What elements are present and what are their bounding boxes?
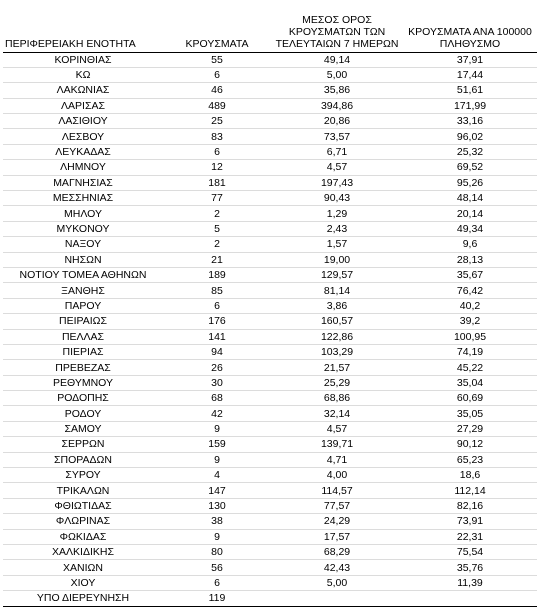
cell-region: ΝΗΣΩΝ — [64, 253, 102, 266]
cell-avg-7-days: 129,57 — [320, 269, 354, 282]
header-region: ΠΕΡΙΦΕΡΕΙΑΚΗ ΕΝΟΤΗΤΑ — [3, 6, 163, 52]
cell-avg-7-days: 17,57 — [323, 530, 351, 543]
cell-per-100k: 74,19 — [456, 346, 484, 359]
cell-per-100k: 65,23 — [456, 453, 484, 466]
cell-avg-7-days: 68,29 — [323, 546, 351, 559]
cell-per-100k: 171,99 — [453, 99, 487, 112]
cell-cases: 159 — [208, 438, 226, 451]
cell-per-100k: 35,04 — [456, 376, 484, 389]
cell-cases: 130 — [208, 500, 226, 513]
cell-per-100k: 69,52 — [456, 161, 484, 174]
cell-cases: 85 — [211, 284, 223, 297]
cell-cases: 489 — [208, 99, 226, 112]
table-row — [3, 98, 537, 113]
table-row — [3, 514, 537, 529]
table-row — [3, 221, 537, 236]
cell-region: ΡΟΔΟΠΗΣ — [57, 392, 109, 405]
cell-cases: 147 — [208, 484, 226, 497]
cell-per-100k: 73,91 — [456, 515, 484, 528]
cell-avg-7-days: 20,86 — [323, 115, 351, 128]
header-cases: ΚΡΟΥΣΜΑΤΑ — [163, 6, 271, 52]
cell-per-100k: 40,2 — [459, 299, 481, 312]
table-row — [3, 114, 537, 129]
cell-cases: 30 — [211, 376, 223, 389]
cell-cases: 9 — [214, 453, 220, 466]
table-row — [3, 252, 537, 267]
cell-cases: 189 — [208, 269, 226, 282]
cell-avg-7-days: 139,71 — [320, 438, 354, 451]
cell-region: ΠΡΕΒΕΖΑΣ — [55, 361, 111, 374]
cell-region: ΠΕΙΡΑΙΩΣ — [59, 315, 107, 328]
table-row — [3, 391, 537, 406]
cell-region: ΚΩ — [75, 69, 91, 82]
cell-cases: 94 — [211, 346, 223, 359]
cell-avg-7-days: 4,00 — [326, 469, 348, 482]
cell-region: ΧΑΝΙΩΝ — [63, 561, 103, 574]
table-row — [3, 483, 537, 498]
cell-per-100k: 20,14 — [456, 207, 484, 220]
cell-avg-7-days: 394,86 — [320, 99, 354, 112]
cell-cases: 12 — [211, 161, 223, 174]
table-row — [3, 283, 537, 298]
cell-region: ΣΕΡΡΩΝ — [61, 438, 105, 451]
cell-avg-7-days: 197,43 — [320, 176, 354, 189]
cell-avg-7-days: 1,29 — [326, 207, 348, 220]
cell-cases: 181 — [208, 176, 226, 189]
cell-region: ΦΩΚΙΔΑΣ — [59, 530, 107, 543]
cell-cases: 83 — [211, 130, 223, 143]
cell-region: ΤΡΙΚΑΛΩΝ — [56, 484, 110, 497]
table-row — [3, 545, 537, 560]
cell-region: ΝΑΞΟΥ — [64, 238, 102, 251]
cell-cases: 38 — [211, 515, 223, 528]
cell-cases: 6 — [214, 146, 220, 159]
cell-cases: 176 — [208, 315, 226, 328]
cell-avg-7-days: 6,71 — [326, 146, 348, 159]
cell-per-100k: 35,05 — [456, 407, 484, 420]
cell-cases: 25 — [211, 115, 223, 128]
table-row — [3, 52, 537, 67]
cell-region: ΣΥΡΟΥ — [65, 469, 101, 482]
cell-per-100k: 82,16 — [456, 500, 484, 513]
cell-cases: 21 — [211, 253, 223, 266]
cell-avg-7-days: 5,00 — [326, 576, 348, 589]
cell-avg-7-days: 103,29 — [320, 346, 354, 359]
table-row — [3, 437, 537, 452]
cell-per-100k: 28,13 — [456, 253, 484, 266]
table-row — [3, 375, 537, 390]
cell-region: ΡΟΔΟΥ — [64, 407, 102, 420]
cell-region: ΛΗΜΝΟΥ — [60, 161, 106, 174]
cell-avg-7-days: 35,86 — [323, 84, 351, 97]
cell-region: ΝΟΤΙΟΥ ΤΟΜΕΑ ΑΘΗΝΩΝ — [19, 269, 147, 282]
cell-avg-7-days: 4,57 — [326, 161, 348, 174]
table-row — [3, 237, 537, 252]
cell-per-100k: 17,44 — [456, 69, 484, 82]
cell-cases: 26 — [211, 361, 223, 374]
cell-cases: 5 — [214, 222, 220, 235]
cell-avg-7-days: 19,00 — [323, 253, 351, 266]
cell-per-100k: 76,42 — [456, 284, 484, 297]
header-per-100k: ΚΡΟΥΣΜΑΤΑ ΑΝΑ 100000 ΠΛΗΘΥΣΜΟ — [403, 6, 537, 52]
cell-region: ΛΕΥΚΑΔΑΣ — [55, 146, 111, 159]
cell-region: ΠΕΛΛΑΣ — [61, 330, 105, 343]
cell-avg-7-days: 73,57 — [323, 130, 351, 143]
cell-cases: 141 — [208, 330, 226, 343]
table-row — [3, 267, 537, 282]
cell-avg-7-days: 49,14 — [323, 53, 351, 66]
cell-avg-7-days: 25,29 — [323, 376, 351, 389]
cell-region: ΛΑΚΩΝΙΑΣ — [56, 84, 110, 97]
cell-avg-7-days: 42,43 — [323, 561, 351, 574]
cell-avg-7-days: 1,57 — [326, 238, 348, 251]
table-row — [3, 206, 537, 221]
cell-region: ΧΙΟΥ — [70, 576, 96, 589]
cell-per-100k: 9,6 — [462, 238, 478, 251]
cell-cases: 55 — [211, 53, 223, 66]
cell-cases: 77 — [211, 192, 223, 205]
cell-region: ΠΑΡΟΥ — [64, 299, 102, 312]
cell-cases: 68 — [211, 392, 223, 405]
cell-per-100k: 48,14 — [456, 192, 484, 205]
cell-per-100k: 60,69 — [456, 392, 484, 405]
table-row — [3, 129, 537, 144]
table-row — [3, 83, 537, 98]
cell-avg-7-days: 3,86 — [326, 299, 348, 312]
cell-region: ΞΑΝΘΗΣ — [61, 284, 105, 297]
table-row — [3, 344, 537, 359]
cell-avg-7-days: 68,86 — [323, 392, 351, 405]
cell-avg-7-days: 24,29 — [323, 515, 351, 528]
table-row — [3, 529, 537, 544]
cell-per-100k: 39,2 — [459, 315, 481, 328]
cell-region: ΦΘΙΩΤΙΔΑΣ — [54, 500, 112, 513]
cell-region: ΡΕΘΥΜΝΟΥ — [52, 376, 113, 389]
cell-per-100k: 100,95 — [453, 330, 487, 343]
cell-avg-7-days: 122,86 — [320, 330, 354, 343]
cell-cases: 4 — [214, 469, 220, 482]
table-row — [3, 160, 537, 175]
cell-per-100k: 35,67 — [456, 269, 484, 282]
cell-region: ΜΑΓΝΗΣΙΑΣ — [53, 176, 113, 189]
cell-region: ΛΑΡΙΣΑΣ — [61, 99, 105, 112]
cell-per-100k: 25,32 — [456, 146, 484, 159]
cell-per-100k: 90,12 — [456, 438, 484, 451]
table-row — [3, 298, 537, 313]
cell-region: ΣΑΜΟΥ — [64, 423, 102, 436]
cell-cases: 6 — [214, 576, 220, 589]
cell-region: ΣΠΟΡΑΔΩΝ — [54, 453, 112, 466]
cases-table — [3, 6, 537, 607]
cell-per-100k: 51,61 — [456, 84, 484, 97]
table-row — [3, 144, 537, 159]
cell-region: ΛΕΣΒΟΥ — [61, 130, 105, 143]
table-row — [3, 560, 537, 575]
cell-per-100k: 37,91 — [456, 53, 484, 66]
cell-cases: 9 — [214, 423, 220, 436]
cell-cases: 2 — [214, 238, 220, 251]
cell-per-100k: 112,14 — [454, 484, 486, 497]
table-row — [3, 314, 537, 329]
cell-region: ΚΟΡΙΝΘΙΑΣ — [54, 53, 112, 66]
table-row — [3, 360, 537, 375]
table-row — [3, 468, 537, 483]
cell-region: ΜΥΚΟΝΟΥ — [56, 222, 110, 235]
cell-region: ΠΙΕΡΙΑΣ — [62, 346, 104, 359]
cell-per-100k: 49,34 — [456, 222, 484, 235]
table-row — [3, 406, 537, 421]
cell-per-100k: 45,22 — [456, 361, 484, 374]
cell-avg-7-days: 77,57 — [323, 500, 351, 513]
cell-per-100k: 96,02 — [456, 130, 484, 143]
table-row — [3, 329, 537, 344]
cell-avg-7-days: 114,57 — [321, 484, 353, 497]
cell-cases: 42 — [211, 407, 223, 420]
cell-cases: 9 — [214, 530, 220, 543]
table-row — [3, 575, 537, 590]
cell-region: ΥΠΟ ΔΙΕΡΕΥΝΗΣΗ — [36, 592, 130, 605]
cell-avg-7-days: 2,43 — [326, 222, 348, 235]
cell-cases: 80 — [211, 546, 223, 559]
cell-per-100k: 22,31 — [456, 530, 484, 543]
cell-avg-7-days: 90,43 — [323, 192, 351, 205]
cell-avg-7-days: 81,14 — [323, 284, 351, 297]
cell-per-100k: 27,29 — [456, 423, 484, 436]
table-row — [3, 452, 537, 467]
header-avg-7-days: ΜΕΣΟΣ ΟΡΟΣ ΚΡΟΥΣΜΑΤΩΝ ΤΩΝ ΤΕΛΕΥΤΑΙΩΝ 7 ΗΜΕΡΩΝ — [271, 6, 403, 52]
cell-per-100k: 33,16 — [456, 115, 484, 128]
table-row — [3, 67, 537, 82]
cell-per-100k: 11,39 — [457, 576, 483, 589]
cell-per-100k: 75,54 — [456, 546, 484, 559]
cell-region: ΛΑΣΙΘΙΟΥ — [58, 115, 108, 128]
table-header — [3, 6, 537, 52]
cell-cases: 6 — [214, 299, 220, 312]
cell-region: ΦΛΩΡΙΝΑΣ — [55, 515, 111, 528]
table-row — [3, 498, 537, 513]
table-row — [3, 421, 537, 436]
cell-per-100k: 95,26 — [456, 176, 484, 189]
cell-cases: 56 — [211, 561, 223, 574]
cell-region: ΜΕΣΣΗΝΙΑΣ — [52, 192, 114, 205]
cell-per-100k: 18,6 — [459, 469, 481, 482]
cell-avg-7-days: 4,57 — [326, 423, 348, 436]
cell-cases: 6 — [214, 69, 220, 82]
cell-cases: 2 — [214, 207, 220, 220]
cell-per-100k: 35,76 — [456, 561, 484, 574]
cell-avg-7-days: 32,14 — [323, 407, 351, 420]
cell-region: ΧΑΛΚΙΔΙΚΗΣ — [52, 546, 114, 559]
cell-avg-7-days: 21,57 — [323, 361, 351, 374]
cell-cases: 46 — [211, 84, 223, 97]
table-row — [3, 191, 537, 206]
cell-avg-7-days: 4,71 — [326, 453, 348, 466]
table-row — [3, 175, 537, 190]
cell-region: ΜΗΛΟΥ — [64, 207, 102, 220]
cases-table-sheet — [3, 6, 537, 607]
cell-cases: 119 — [208, 592, 226, 605]
cell-avg-7-days: 160,57 — [320, 315, 354, 328]
table-body — [3, 52, 537, 606]
cell-avg-7-days: 5,00 — [326, 69, 348, 82]
